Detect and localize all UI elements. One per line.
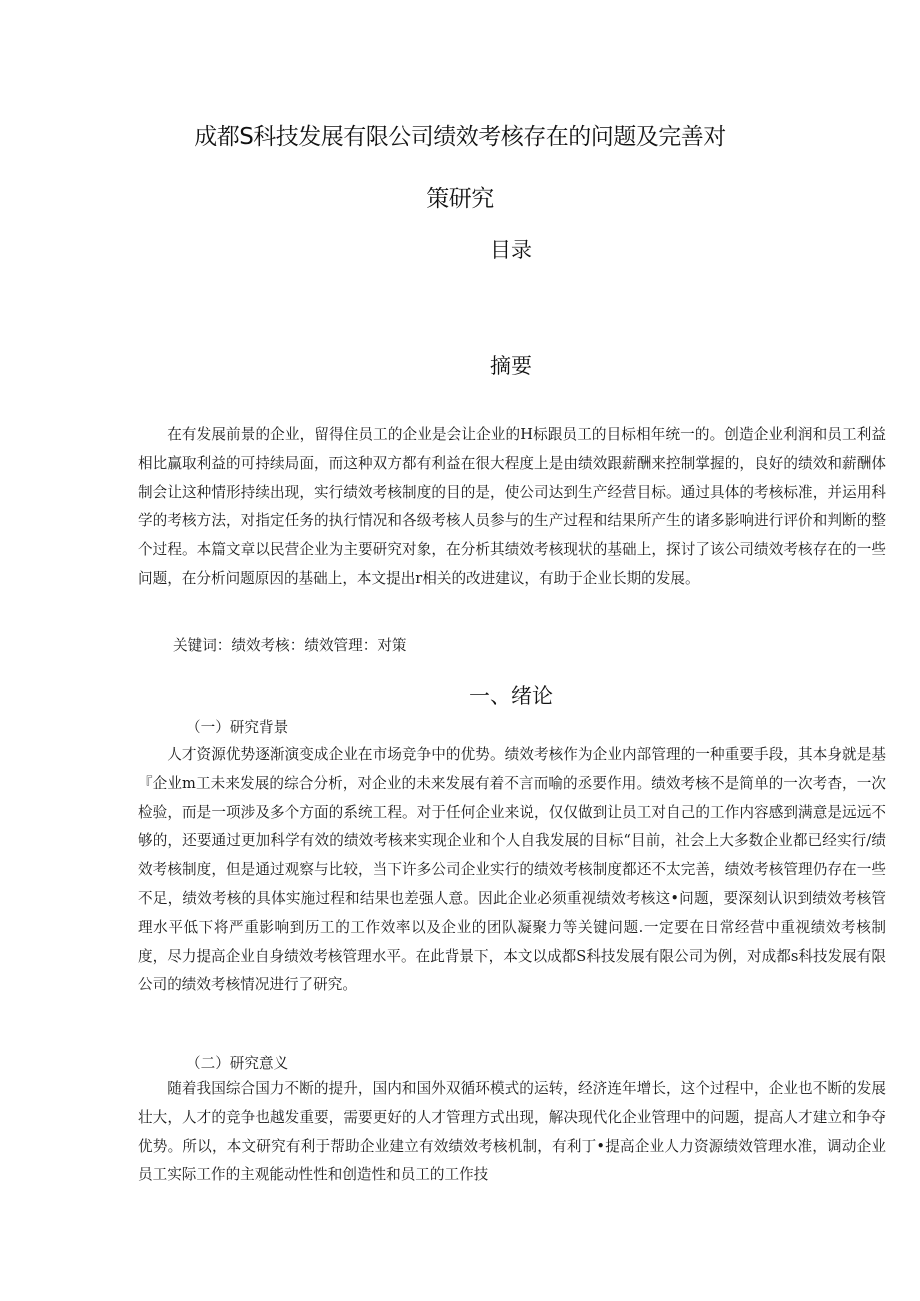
subsection-2-heading: （二）研究意义 <box>186 1055 289 1072</box>
section-1-heading: 一、绪论 <box>469 684 553 708</box>
toc-heading: 目录 <box>490 238 532 262</box>
abstract-heading: 摘要 <box>490 354 532 378</box>
keywords-line: 关键词：绩效考核：绩效管理：对策 <box>173 637 407 654</box>
subsection-1-body: 人才资源优势逐渐演变成企业在市场竞争中的优势。绩效考核作为企业内部管理的一种重要手段，其本身就是基『企业m工未来发展的综合分析，对企业的未来发展有着不言而喻的丞要作用。绩效考核不是简单的一次考杳，一次检验，而是一项涉及多个方面的系统工程。对于任何企业来说，仅仅做到让员工对自己的工作内容感到满意是远远不够的，还要通过更加科学有效的绩效考核来实现企业和个人自我发展的目标“目前，社会上大多数企业都已经实行/绩效考核制度，但是通过观察与比较，当下许多公司企业实行的绩效考核制度都还不太完善，绩效考核管理仍存在一些不足，绩效考核的具体实施过程和结果也差强人意。因此企业必须重视绩效考核这•问题，要深刻认识到绩效考核管理水平低下将严重影响到历工的工作效率以及企业的团队凝聚力等关键问题.一定要在日常经营中重视绩效考核制度，尽力提高企业自身绩效考核管理水平。在此背景下，本文以成都S科技发展有限公司为例，对成都s科技发展有限公司的绩效考核情况进行了研究。 <box>138 746 886 994</box>
subsection-2-body: 随着我国综合国力不断的提升，国内和国外双循环模式的运转，经济连年增长，这个过程中，企业也不断的发展壮大，人才的竞争也越发重要，需要更好的人才管理方式出现，解决现代化企业管理中的问题，提高人才建立和争夺优势。所以，本文研究有利于帮助企业建立有效绩效考核机制，有利丁•提高企业人力资源绩效管理水准，调动企业员工实际工作的主观能动性性和创造性和员工的工作技 <box>138 1080 886 1184</box>
abstract-body: 在有发展前景的企业，留得住员工的企业是会让企业的H标跟员工的目标相年统一的。创造企业利润和员工利益相比赢取利益的可持续局面，而这种双方都有利益在很大程度上是由绩效跟薪酬来控制掌握的，良好的绩效和薪酬体制会让这种情形持续出现，实行绩效考核制度的目的是，使公司达到生产经营目标。通过具体的考核标准，并运用科学的考核方法，对指定任务的执行情况和各级考核人员参与的生产过程和结果所产生的诸多影响进行评价和判断的整个过程。本篇文章以民营企业为主要研究对象，在分析其绩效考核现状的基础上，探讨了该公司绩效考核存在的一些问题，在分析问题原因的基础上，本文提出r相关的改进建议，有助于企业长期的发展。 <box>138 426 886 587</box>
document-title-line-1: 成都S科技发展有限公司绩效考核存在的问题及完善对 <box>194 124 726 150</box>
subsection-1-heading: （一）研究背景 <box>186 719 289 736</box>
document-title-line-2: 策研究 <box>426 186 494 212</box>
